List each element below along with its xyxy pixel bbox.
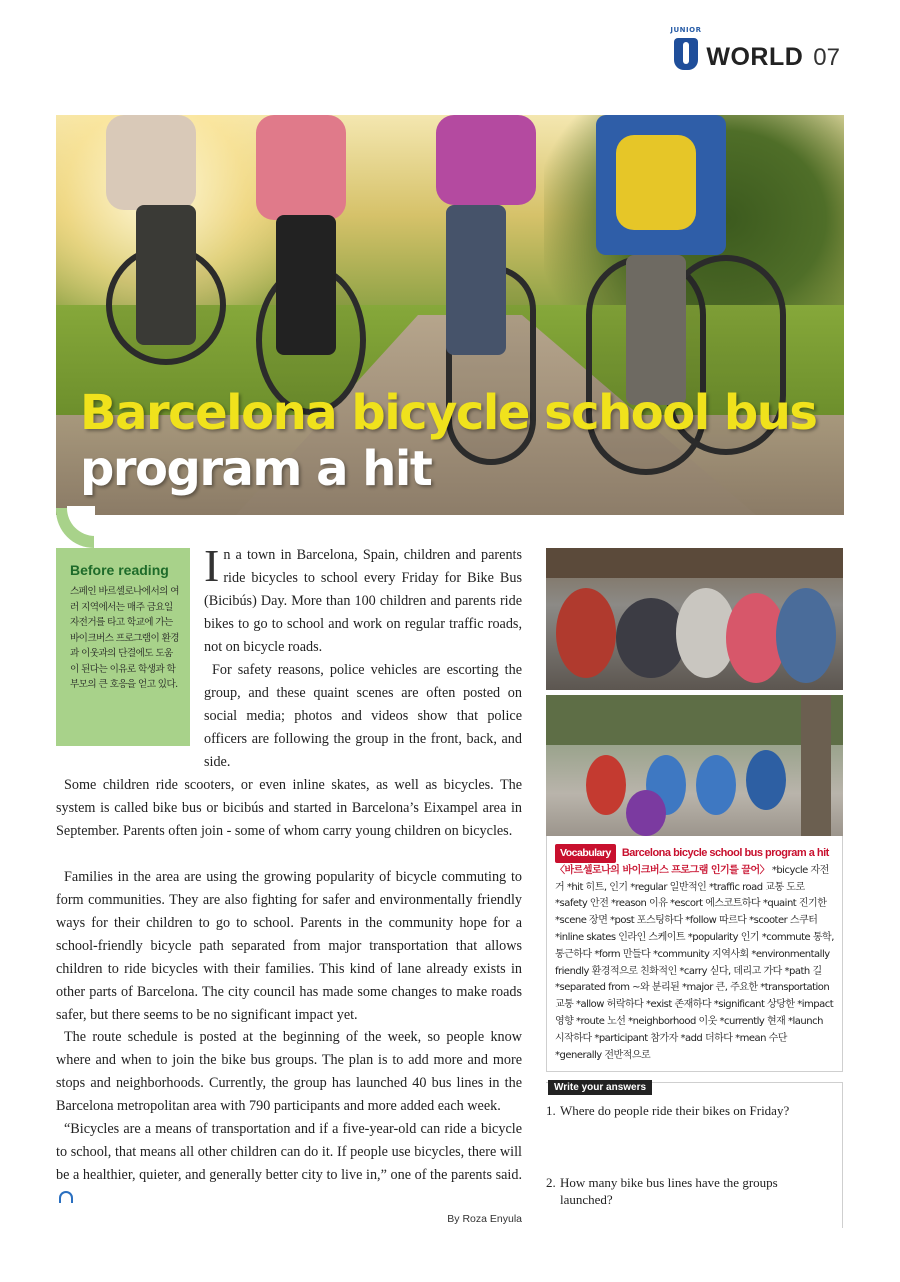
vocabulary-list: *bicycle 자전거 *hit 히트, 인기 *regular 일반적인 *traffic road 교통 도로 *safety 안전 *reason 이유 *escort 에스코트하다 *quaint 진기한 *scene 장면 *post 포스팅하다 *follow 따르다 *scooter 스쿠터 *inline skates 인라인 스케이트 *popularity 인기 *commute 통학, 통근하다 *form 만들다 *community 지역사회 *environmentally friendly 환경적으로 친화적인 *carry 싣다, 데리고 가다 *path 길 *separated from ~와 분리된 *major 큰, 주요한 *transportation 교통 *allow 허락하다 *exist 존재하다 *significant 상당한 *impact 영향 *route 노선 *neighborhood 이웃 *currently 현재 *launch 시작하다 *participant 참가자 *add 더하다 *mean 수단 *generally 전반적으로 [555,864,834,1061]
article-paragraph-1 [204,540,522,659]
title-line-2: program a hit [80,441,432,497]
paragraph-6-text: “Bicycles are a means of transportation and if a five-year-old can ride a bicycle to school, that means all other children can do it. If people use bicycles, there will be a healthier, quieter, and generally better city to live in,” one of the parents said. [56,1121,522,1183]
question-2-number: 2. [546,1175,556,1190]
answers-tag: Write your answers [548,1080,652,1095]
hero-image [56,115,844,515]
article-paragraph-4: Families in the area are using the growing popularity of bicycle commuting to form communities. They are also fighting for safer and environmentally friendly ways for their children to go to school. Parents in the community hope for a school-friendly bicycle path separated from major transportation that allows children to ride bicycles with their families. This kind of lane already exists in other parts of Barcelona. The city council has made some changes to make roads safer, but there seems to be no significant impact yet. [56,869,522,1023]
article-paragraph-2: For safety reasons, police vehicles are escorting the group, and these quaint scenes are often posted on social media; photos and videos show that police officers are following the group in the front, back, and side. [204,662,522,770]
vocabulary-subheading: 〈바르셀로나의 바이크버스 프로그램 인기를 끌어〉 [555,864,770,876]
article-paragraph-6 [56,1118,522,1210]
question-1-text: Where do people ride their bikes on Friday? [560,1103,790,1118]
byline: By Roza Enyula [447,1213,522,1225]
before-reading-box [56,548,190,746]
vocabulary-body [555,863,834,1065]
question-1 [546,1102,796,1119]
before-reading-text: 스페인 바르셀로나에서의 여러 지역에서는 매주 금요일 자전거를 타고 학교에 가는 바이크버스 프로그램이 환경과 이웃과의 단결에도 도움이 된다는 이유로 학생과 학부모의 큰 호응을 얻고 있다. [70,586,179,690]
paragraph-1-text: n a town in Barcelona, Spain, children and parents ride bicycles to school every Friday for Bike Bus (Bicibús) Day. More than 100 children and parents ride bikes to go to school and work on regular traffic roads, not on bicycle roads. [204,547,522,655]
question-2-text-cont: launched? [560,1192,613,1207]
drop-cap: I [204,540,220,591]
section-title: WORLD [706,43,804,71]
junior-logo-icon [672,28,700,72]
series-label: JUNIOR [670,26,702,34]
title-line-1: Barcelona bicycle school bus [80,385,817,441]
headphones-icon[interactable] [59,1191,73,1203]
vocabulary-heading: Barcelona bicycle school bus program a hit [621,847,829,859]
article-paragraph-5: The route schedule is posted at the beginning of the week, so people know where and when to join the bike bus groups. The plan is to add more and more stops and neighborhoods. Currently, the group has launched 40 bus lines in the Barcelona metropolitan area with 790 participants and more added each week. [56,1029,522,1114]
photo-bike-bus-crowd [546,548,843,690]
article-paragraph-3: Some children ride scooters, or even inline skates, as well as bicycles. The system is called bike bus or bicibús and started in Barcelona’s Eixampel area in September. Parents often join - some of whom carry young children on bicycles. [56,777,522,839]
page-header [672,28,840,72]
page-number: 07 [813,44,840,71]
article-title [80,385,817,497]
before-reading-tab [56,508,94,548]
question-2-text: How many bike bus lines have the groups [560,1175,778,1190]
question-1-number: 1. [546,1103,556,1118]
vocabulary-box [546,836,843,1072]
vocabulary-tag: Vocabulary [555,844,616,863]
before-reading-heading: Before reading [70,562,169,578]
photo-bike-bus-street [546,695,843,836]
question-2 [546,1174,796,1208]
